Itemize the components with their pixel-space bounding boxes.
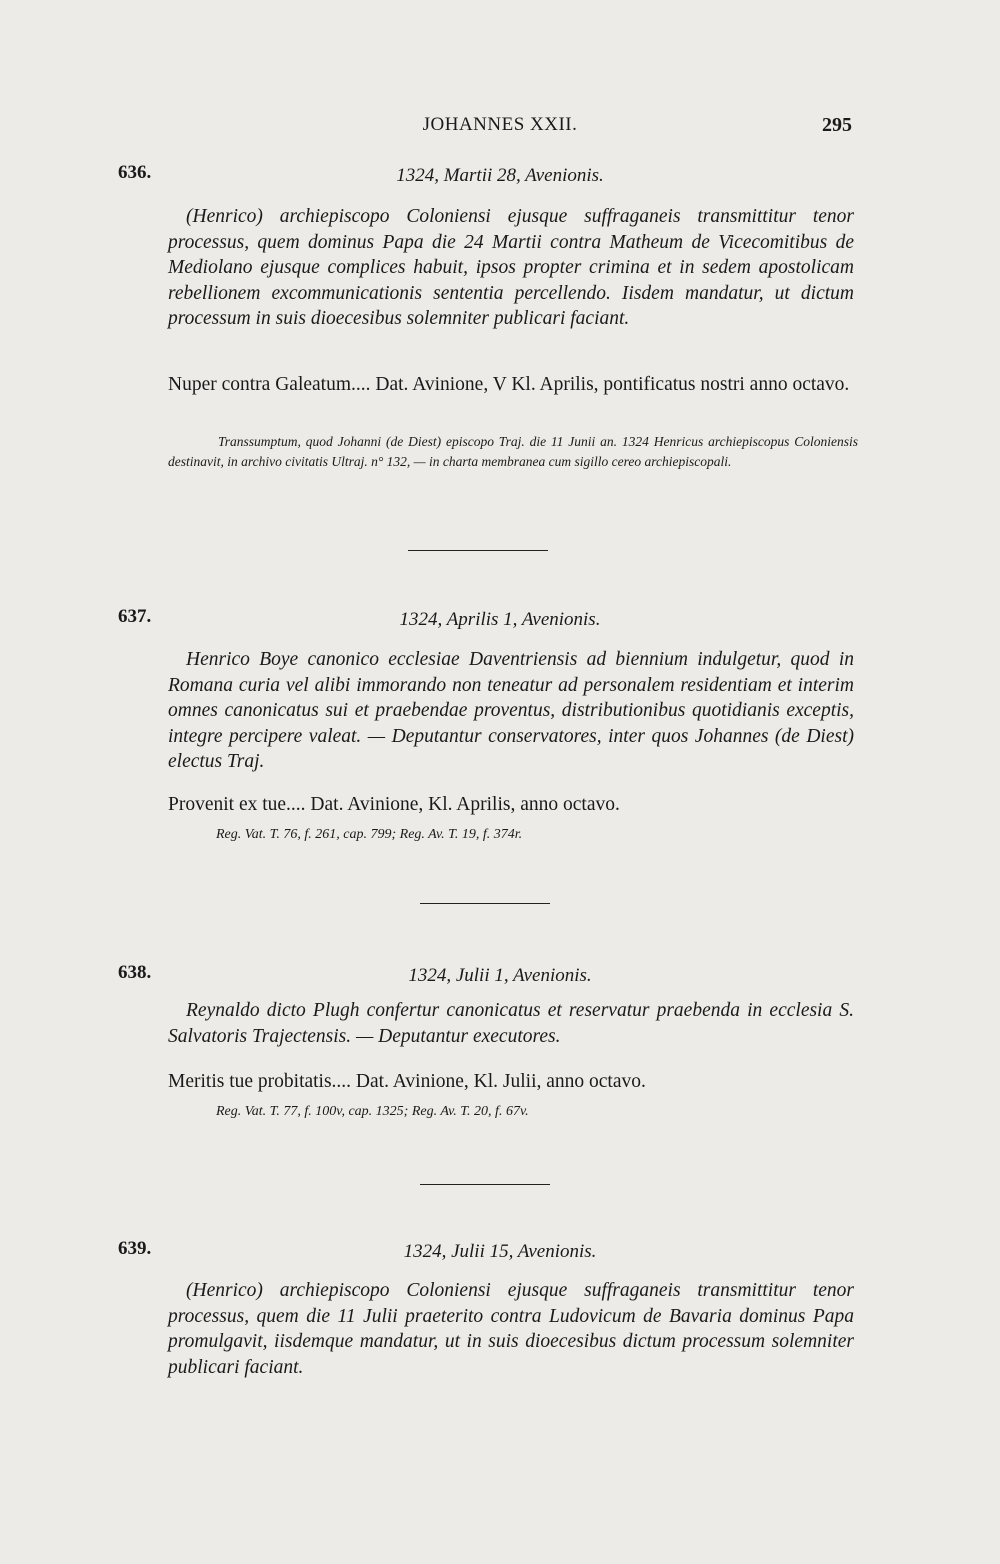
entry-date: 1324, Aprilis 1, Avenionis.	[399, 609, 601, 630]
running-title: JOHANNES XXII.	[422, 114, 578, 135]
running-header	[0, 112, 1000, 142]
entry-date: 1324, Martii 28, Avenionis.	[396, 165, 604, 186]
entry-summary: Henrico Boye canonico ecclesiae Daventriensis ad biennium indulgetur, quod in Romana curia vel alibi immorando non teneatur ad personalem residentiam et interim omnes canonicatus sui et praebendae proventus, distributionibus quotidianis exceptis, integre percipere valeat. — Deputantur conservatores, inter quos Johannes (de Diest) electus Traj.	[168, 649, 854, 772]
separator-rule	[408, 550, 548, 551]
entry-number: 637.	[118, 606, 152, 627]
entry-note: Transsumptum, quod Johanni (de Diest) episcopo Traj. die 11 Junii an. 1324 Henricus archiepiscopus Coloniensis destinavit, in archivo civitatis Ultraj. n° 132, — in charta membranea cum sigillo cereo archiepiscopali.	[168, 434, 858, 469]
entry-source: Reg. Vat. T. 77, f. 100v, cap. 1325; Reg. Av. T. 20, f. 67v.	[216, 1104, 529, 1119]
entry-summary: Reynaldo dicto Plugh confertur canonicatus et reservatur praebenda in ecclesia S. Salvatoris Trajectensis. — Deputantur executores.	[168, 1000, 854, 1047]
entry-number: 638.	[118, 962, 152, 983]
page-number: 295	[822, 114, 852, 136]
entry-incipit: Nuper contra Galeatum.... Dat. Avinione, V Kl. Aprilis, pontificatus nostri anno octavo.	[168, 374, 850, 395]
separator-rule	[420, 903, 550, 904]
entry-source: Reg. Vat. T. 76, f. 261, cap. 799; Reg. Av. T. 19, f. 374r.	[216, 827, 523, 842]
separator-rule	[420, 1184, 550, 1185]
entry-number: 636.	[118, 162, 152, 183]
entry-incipit: Meritis tue probitatis.... Dat. Avinione, Kl. Julii, anno octavo.	[168, 1071, 646, 1092]
entry-number: 639.	[118, 1238, 152, 1259]
entry-incipit: Provenit ex tue.... Dat. Avinione, Kl. Aprilis, anno octavo.	[168, 794, 620, 815]
entry-date: 1324, Julii 1, Avenionis.	[408, 965, 592, 986]
entry-summary: (Henrico) archiepiscopo Coloniensi ejusque suffraganeis transmittitur tenor processus, quem die 11 Julii praeterito contra Ludovicum de Bavaria dominus Papa promulgavit, iisdemque mandatur, ut in suis dioecesibus dictum processum solemniter publicari faciant.	[168, 1280, 854, 1378]
entry-summary: (Henrico) archiepiscopo Coloniensi ejusque suffraganeis transmittitur tenor processus, quem dominus Papa die 24 Martii contra Matheum de Vicecomitibus de Mediolano ejusque complices habuit, ipsos propter crimina et in sedem apostolicam rebellionem excommunicationis sententia percellendo. Iisdem mandatur, ut dictum processum in suis dioecesibus solemniter publicari faciant.	[168, 206, 854, 329]
entry-date: 1324, Julii 15, Avenionis.	[403, 1241, 597, 1262]
